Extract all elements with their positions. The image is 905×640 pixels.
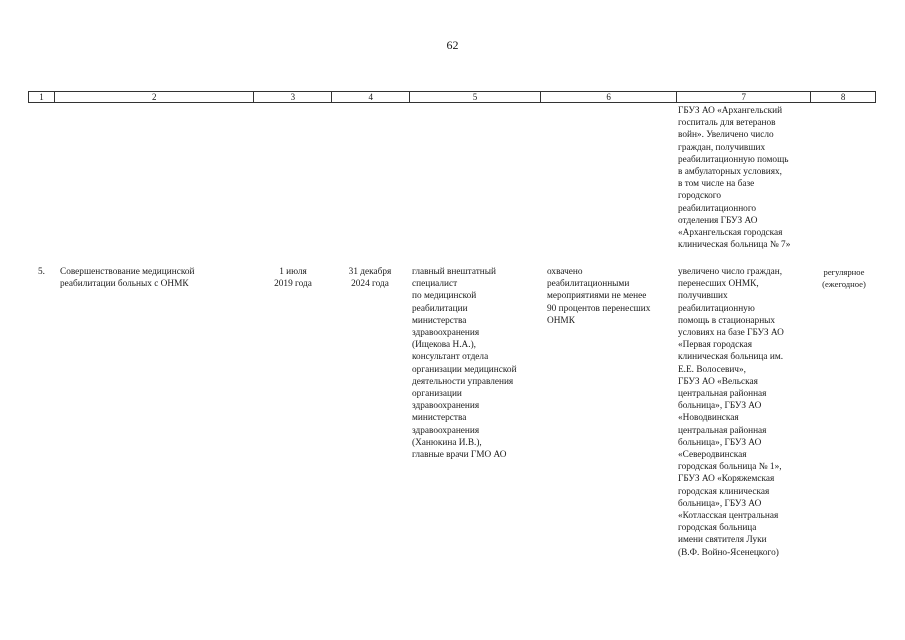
periodicity: регулярное (ежегодное) <box>822 267 866 290</box>
column-number-3: 3 <box>254 92 332 102</box>
column-number-2: 2 <box>55 92 255 102</box>
start-date: 1 июля 2019 года <box>274 267 312 290</box>
target-indicator: охвачено реабилитационными мероприятиями не менее 90 процентов перенесших ОНМК <box>547 267 651 326</box>
end-date: 31 декабря 2024 года <box>348 267 392 290</box>
responsible-persons: главный внештатный специалист по медицинской реабилитации министерства здравоохранения (Ищекова Н.А.), консультант отдела организации медицинской деятельности управления организации здравоохранения министерства здравоохранения (Ханюкина И.В.), главные врачи ГМО АО <box>412 267 517 461</box>
column-number-7: 7 <box>677 92 811 102</box>
column-number-6: 6 <box>541 92 678 102</box>
column-number-5: 5 <box>410 92 541 102</box>
table-column-number-header <box>28 91 876 103</box>
continued-result-cell: ГБУЗ АО «Архангельский госпиталь для ветеранов войн». Увеличено число граждан, получивших реабилитационную помощь в амбулаторных условиях, в том числе на базе городского реабилитационного отделения ГБУЗ АО «Архангельская городская клиническая больница № 7» <box>678 106 791 251</box>
expected-result: увеличено число граждан, перенесших ОНМК, получивших реабилитационную помощь в стационарных условиях на базе ГБУЗ АО «Первая городская клиническая больница им. Е.Е. Волосевич», ГБУЗ АО «Вельская центральная районная больница», ГБУЗ АО «Новодвинская центральная районная больница», ГБУЗ АО «Северодвинская городская больница № 1», ГБУЗ АО «Коряжемская городская клиническая больница», ГБУЗ АО «Котласская центральная городская больница имени святителя Луки (В.Ф. Войно-Ясенецкого) <box>678 267 784 558</box>
column-number-8: 8 <box>840 92 846 102</box>
column-number-1: 1 <box>29 92 55 102</box>
page-number: 62 <box>446 38 459 52</box>
column-number-4: 4 <box>332 92 410 102</box>
row-number: 5. <box>38 267 45 277</box>
measure-name: Совершенствование медицинской реабилитации больных с ОНМК <box>60 267 195 290</box>
